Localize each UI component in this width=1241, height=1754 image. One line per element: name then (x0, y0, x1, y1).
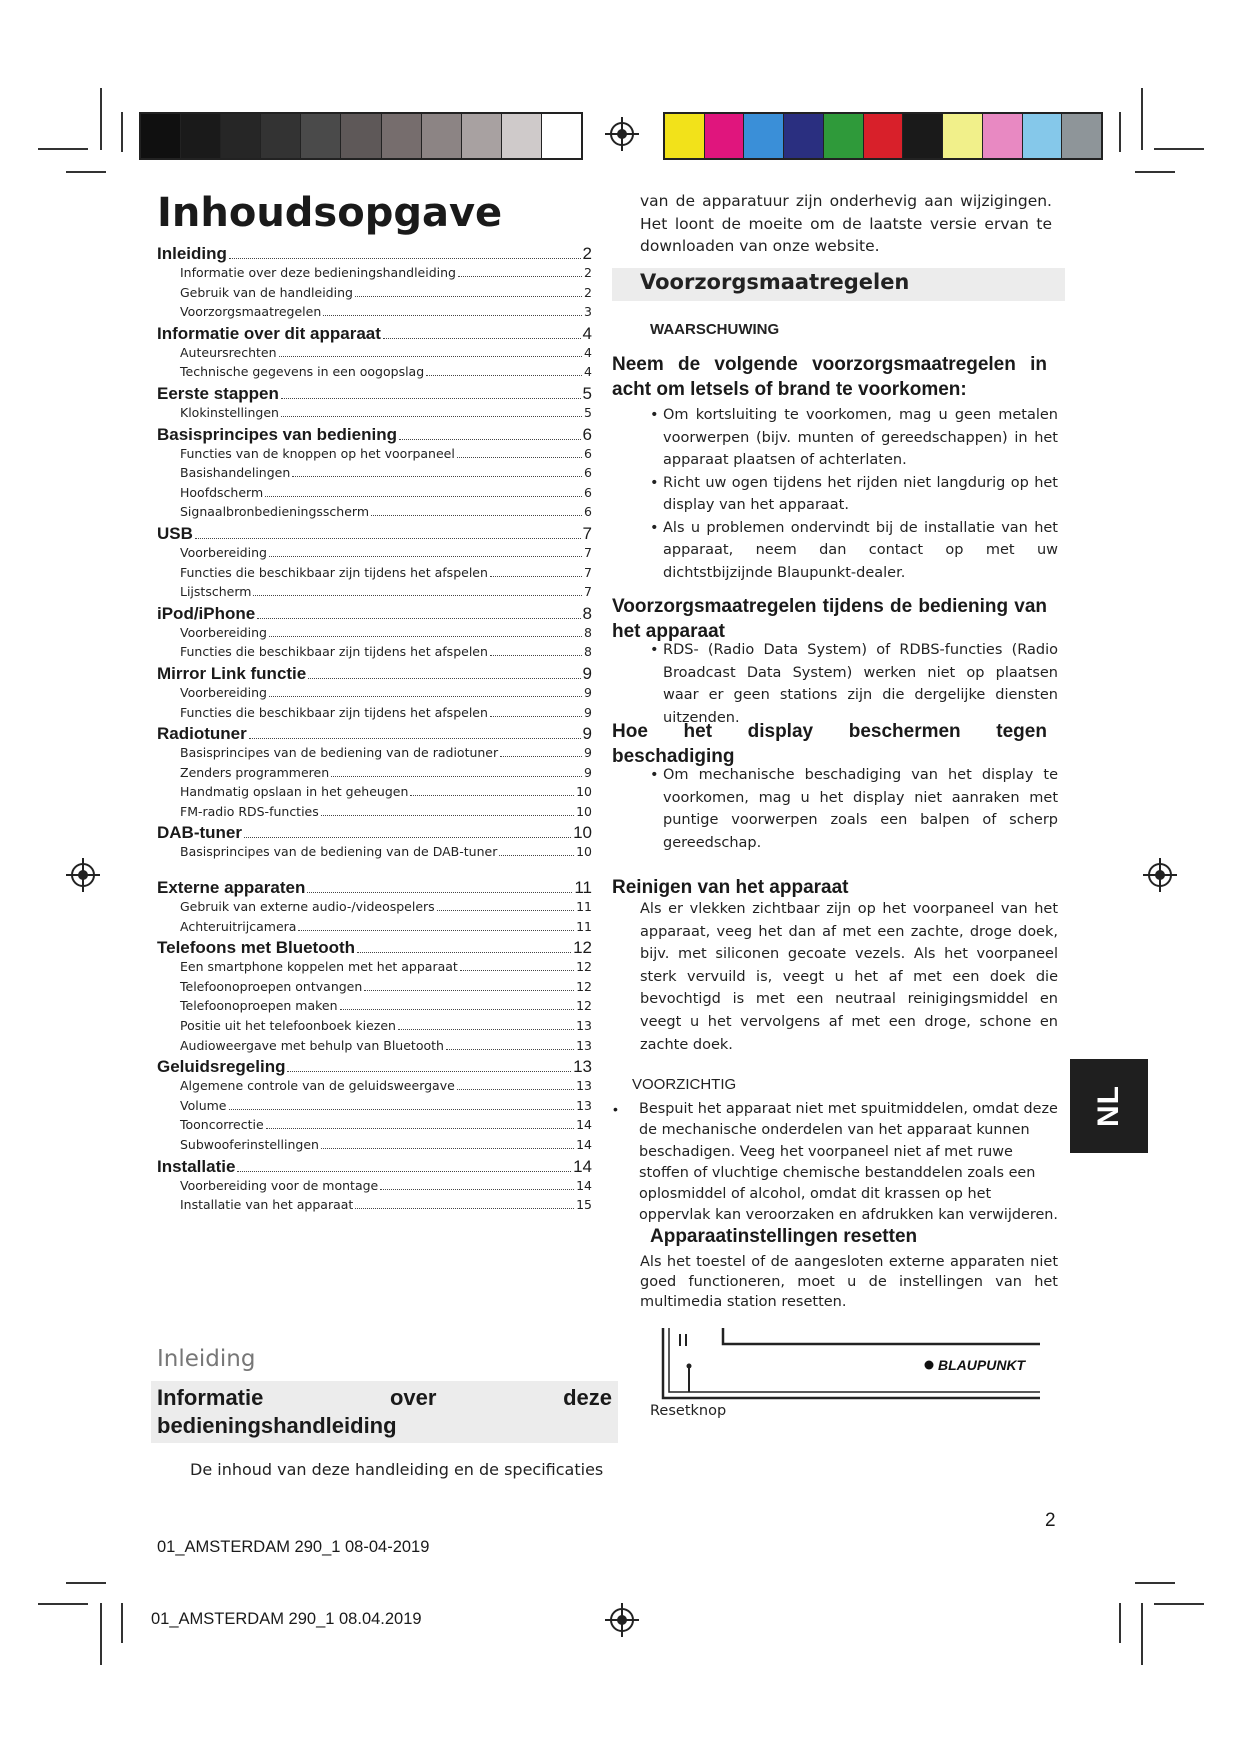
toc-entry-chapter[interactable] (157, 664, 592, 685)
toc-entry-label: Volume (180, 1097, 227, 1113)
toc-entry-section[interactable] (157, 1117, 592, 1137)
toc-leader-dots (321, 815, 574, 816)
toc-entry-page: 6 (582, 424, 592, 444)
registration-mark-icon (605, 1603, 639, 1637)
toc-leader-dots (195, 538, 581, 539)
toc-leader-dots (500, 756, 582, 757)
toc-entry-label: Signaalbronbedieningsscherm (180, 504, 370, 520)
toc-leader-dots (323, 315, 582, 316)
color-swatch (744, 114, 784, 158)
toc-entry-page: 10 (576, 803, 592, 819)
toc-entry-page: 2 (584, 284, 592, 300)
toc-leader-dots (340, 1009, 575, 1010)
toc-leader-dots (279, 356, 583, 357)
toc-entry-page: 10 (573, 823, 592, 843)
registration-mark-icon (1143, 858, 1177, 892)
toc-leader-dots (357, 952, 571, 953)
toc-entry-label: Installatie van het apparaat (180, 1197, 354, 1213)
toc-leader-dots (398, 1029, 574, 1030)
footer-file-label: 01_AMSTERDAM 290_1 08-04-2019 (157, 1538, 430, 1556)
operation-heading: Voorzorgsmaatregelen tijdens de bediening van het apparaat (612, 596, 1047, 642)
toc-entry-label: Auteursrechten (180, 344, 277, 360)
language-tab-label: NL (1092, 1085, 1125, 1127)
toc-entry-label: Functies die beschikbaar zijn tijdens het afspelen (180, 704, 488, 720)
toc-entry-label: Inleiding (157, 244, 227, 263)
intro-heading-word: deze (563, 1385, 612, 1410)
toc-leader-dots (269, 636, 582, 637)
toc-entry-label: Klokinstellingen (180, 404, 279, 420)
toc-entry-chapter[interactable] (157, 724, 592, 745)
toc-entry-section[interactable] (157, 1137, 592, 1157)
caution-bullet: • (613, 1101, 618, 1117)
toc-entry-page: 4 (584, 364, 592, 380)
toc-entry-label: DAB-tuner (157, 823, 242, 843)
toc-entry-label: Voorbereiding (180, 544, 267, 560)
toc-entry-page: 2 (582, 244, 592, 263)
toc-leader-dots (229, 1109, 575, 1110)
toc-entry-label: Informatie over deze bedieningshandleiding (180, 265, 456, 280)
toc-entry-section[interactable] (157, 584, 592, 604)
toc-leader-dots (281, 416, 582, 417)
color-swatch (943, 114, 983, 158)
intro-heading-word: Informatie (157, 1385, 264, 1410)
toc-entry-page: 5 (584, 404, 592, 420)
toc-entry-page: 9 (584, 704, 592, 720)
reset-paragraph: Als het toestel of de aangesloten externe apparaten niet goed functioneren, moet u de instellingen van het multimedia station resetten. (640, 1254, 1058, 1310)
warning-label: WAARSCHUWING (650, 321, 780, 338)
toc-entry-section[interactable] (157, 485, 592, 505)
gray-swatch (542, 114, 581, 158)
toc-entry-page: 6 (584, 445, 592, 461)
toc-entry-page: 11 (576, 918, 592, 934)
toc-entry-section[interactable] (157, 285, 592, 305)
toc-entry-section[interactable] (157, 1197, 592, 1217)
toc-entry-label: Functies die beschikbaar zijn tijdens het afspelen (180, 644, 488, 660)
language-tab (1070, 1059, 1148, 1153)
gray-swatch (462, 114, 502, 158)
display-heading-word: Hoe (612, 721, 648, 742)
toc-entry-page: 12 (576, 998, 592, 1014)
page-number: 2 (1045, 1510, 1056, 1531)
list-item: • Als u problemen ondervindt bij de installatie van het apparaat, neem dan contact op met uw dichtstbijzijnde Blaupunkt-dealer. (612, 517, 1058, 585)
gray-swatch (221, 114, 261, 158)
toc-entry-page: 8 (584, 624, 592, 640)
toc-entry-page: 13 (576, 1078, 592, 1094)
toc-entry-label: Radiotuner (157, 724, 247, 744)
toc-entry-chapter[interactable] (157, 1057, 592, 1078)
toc-entry-label: Subwooferinstellingen (180, 1137, 319, 1152)
toc-entry-section[interactable] (157, 565, 592, 585)
toc-entry-section[interactable] (157, 919, 592, 939)
toc-entry-section[interactable] (157, 899, 592, 919)
toc-entry-chapter[interactable] (157, 524, 592, 545)
toc-entry-page: 6 (584, 504, 592, 520)
toc-entry-label: Hoofdscherm (180, 484, 264, 500)
registration-mark-icon (66, 858, 100, 892)
toc-entry-chapter[interactable] (157, 878, 592, 899)
toc-entry-label: Achteruitrijcamera (180, 918, 297, 934)
toc-leader-dots (237, 1171, 571, 1172)
toc-entry-page: 12 (573, 938, 592, 958)
toc-entry-label: Functies van de knoppen op het voorpaneel (180, 445, 455, 461)
toc-entry-chapter[interactable] (157, 244, 592, 265)
toc-entry-page: 12 (576, 959, 592, 975)
toc-leader-dots (253, 595, 582, 596)
intro-heading-word: over (389, 1385, 437, 1410)
caution-paragraph: Bespuit het apparaat niet met spuitmiddelen, omdat deze de mechanische onderdelen van het apparaat kunnen beschadigen. Veeg het voorpaneel niet af met ruwe stoffen of vluchtige chemische bestanddelen zoals een oplosmiddel of alcohol, omdat dit krassen op het oppervlak kan veroorzaken en afdrukken kan verwijderen. (639, 1101, 1059, 1224)
toc-entry-label: Externe apparaten (157, 878, 306, 898)
toc-entry-page: 7 (582, 523, 592, 543)
toc-entry-label: iPod/iPhone (157, 603, 256, 623)
toc-leader-dots (499, 855, 574, 856)
warning-list (612, 404, 1058, 584)
toc-leader-dots (265, 496, 582, 497)
toc-entry-page: 14 (576, 1117, 592, 1133)
toc-entry-section[interactable] (157, 625, 592, 645)
gray-swatch (181, 114, 221, 158)
display-heading-word: het (683, 721, 713, 742)
toc-entry-section[interactable] (157, 1038, 592, 1058)
toc-leader-dots (355, 1208, 574, 1209)
toc-entry-chapter[interactable] (157, 425, 592, 446)
toc-entry-page: 14 (576, 1177, 592, 1193)
display-heading-word: beschermen (848, 721, 961, 742)
toc-leader-dots (266, 1128, 574, 1129)
toc-leader-dots (281, 398, 581, 399)
toc-entry-page: 5 (582, 383, 592, 403)
toc-leader-dots (380, 1189, 574, 1190)
toc-entry-page: 4 (584, 344, 592, 360)
toc-entry-label: Voorbereiding (180, 624, 267, 640)
toc-leader-dots (399, 439, 581, 440)
toc-entry-chapter[interactable] (157, 604, 592, 625)
color-swatch (665, 114, 705, 158)
toc-entry-section[interactable] (157, 979, 592, 999)
toc-entry-section[interactable] (157, 685, 592, 705)
gray-swatch (301, 114, 341, 158)
toc-entry-label: Gebruik van externe audio-/videospelers (180, 899, 435, 915)
toc-leader-dots (371, 515, 582, 516)
toc-entry-chapter[interactable] (157, 1157, 592, 1178)
toc-entry-section[interactable] (157, 644, 592, 664)
cleaning-heading: Reinigen van het apparaat (612, 877, 849, 898)
toc-entry-section[interactable] (157, 545, 592, 565)
warning-heading: Neem de volgende voorzorgsmaatregelen in acht om letsels of brand te voorkomen: (612, 354, 1047, 400)
gray-swatch (502, 114, 542, 158)
continuation-paragraph: van de apparatuur zijn onderhevig aan wijzigingen. Het loont de moeite om de laatste versie ervan te downloaden van onze website. (640, 192, 1052, 255)
toc-leader-dots (287, 1071, 571, 1072)
toc-entry-page: 7 (584, 584, 592, 600)
gray-swatch (382, 114, 422, 158)
toc-entry-section[interactable] (157, 405, 592, 425)
operation-list (612, 639, 1058, 729)
gray-swatch (422, 114, 462, 158)
toc-entry-chapter[interactable] (157, 384, 592, 405)
toc-entry-page: 15 (576, 1197, 592, 1213)
toc-entry-label: Mirror Link functie (157, 663, 307, 683)
color-swatch (903, 114, 943, 158)
toc-entry-label: Positie uit het telefoonboek kiezen (180, 1018, 396, 1034)
toc-entry-section[interactable] (157, 304, 592, 324)
toc-entry-label: Lijstscherm (180, 584, 252, 600)
toc-leader-dots (383, 338, 581, 339)
color-calibration-bar (663, 112, 1103, 160)
toc-entry-section[interactable] (157, 446, 592, 466)
toc-entry-section[interactable] (157, 804, 592, 824)
display-list (612, 764, 1058, 854)
toc-entry-section[interactable] (157, 364, 592, 384)
intro-heading-line2: bedieningshandleiding (157, 1413, 397, 1438)
gray-swatch (261, 114, 301, 158)
toc-leader-dots (410, 795, 574, 796)
toc-entry-page: 13 (576, 1018, 592, 1034)
table-of-contents (157, 244, 592, 1217)
color-swatch (864, 114, 904, 158)
toc-leader-dots (446, 1049, 574, 1050)
toc-entry-label: Telefoons met Bluetooth (157, 938, 356, 958)
toc-entry-chapter[interactable] (157, 938, 592, 959)
toc-entry-page: 11 (574, 878, 592, 898)
display-heading (612, 719, 1047, 769)
color-swatch (1062, 114, 1101, 158)
toc-entry-page: 9 (584, 745, 592, 761)
color-swatch (1023, 114, 1063, 158)
color-swatch (983, 114, 1023, 158)
toc-entry-label: Algemene controle van de geluidsweergave (180, 1078, 455, 1094)
toc-leader-dots (298, 930, 574, 931)
toc-entry-label: Basishandelingen (180, 465, 291, 481)
intro-heading (151, 1381, 618, 1443)
toc-entry-page: 13 (576, 1097, 592, 1113)
toc-entry-section[interactable] (157, 265, 592, 285)
toc-entry-section[interactable] (157, 504, 592, 524)
registration-mark-icon (605, 117, 639, 151)
gray-swatch (341, 114, 381, 158)
toc-title: Inhoudsopgave (157, 190, 503, 236)
intro-section-label: Inleiding (157, 1346, 256, 1372)
toc-leader-dots (308, 678, 580, 679)
toc-leader-dots (426, 375, 582, 376)
toc-entry-page: 13 (573, 1057, 592, 1077)
toc-entry-section[interactable] (157, 345, 592, 365)
toc-entry-page: 9 (582, 663, 592, 683)
toc-entry-page: 6 (584, 465, 592, 481)
toc-entry-label: Audioweergave met behulp van Bluetooth (180, 1037, 444, 1053)
toc-entry-label: Geluidsregeling (157, 1057, 286, 1077)
toc-entry-label: Voorzorgsmaatregelen (180, 304, 322, 320)
toc-entry-label: Technische gegevens in een oogopslag (180, 364, 425, 380)
toc-entry-label: Telefoonoproepen maken (180, 998, 338, 1014)
toc-entry-label: Handmatig opslaan in het geheugen (180, 784, 409, 800)
toc-entry-section[interactable] (157, 765, 592, 785)
toc-entry-page: 7 (584, 564, 592, 580)
toc-entry-label: FM-radio RDS-functies (180, 803, 319, 819)
toc-leader-dots (460, 970, 574, 971)
device-reset-illustration (655, 1326, 1045, 1401)
toc-leader-dots (292, 476, 582, 477)
toc-spacer (157, 864, 592, 878)
toc-leader-dots (244, 837, 571, 838)
toc-entry-page: 10 (576, 844, 592, 860)
color-swatch (705, 114, 745, 158)
display-heading-line2: beschadiging (612, 746, 735, 767)
toc-entry-section[interactable] (157, 465, 592, 485)
display-heading-word: display (747, 721, 814, 742)
reset-caption: Resetknop (650, 1403, 727, 1419)
toc-entry-section[interactable] (157, 959, 592, 979)
toc-leader-dots (257, 618, 580, 619)
caution-label: VOORZICHTIG (632, 1076, 737, 1093)
toc-leader-dots (490, 716, 582, 717)
toc-leader-dots (458, 276, 582, 277)
toc-entry-section[interactable] (157, 1018, 592, 1038)
toc-entry-section[interactable] (157, 1178, 592, 1198)
toc-entry-section[interactable] (157, 784, 592, 804)
toc-entry-page: 14 (573, 1156, 592, 1176)
color-swatch (784, 114, 824, 158)
toc-entry-label: Gebruik van de handleiding (180, 284, 353, 300)
toc-entry-page: 9 (584, 684, 592, 700)
toc-entry-section[interactable] (157, 705, 592, 725)
toc-entry-page: 11 (576, 899, 592, 915)
toc-entry-section[interactable] (157, 1078, 592, 1098)
toc-leader-dots (355, 296, 582, 297)
toc-entry-section[interactable] (157, 745, 592, 765)
list-item: • Om kortsluiting te voorkomen, mag u geen metalen voorwerpen (bijv. munten of gereedschappen) in het apparaat plaatsen of achterlaten. (612, 404, 1058, 472)
toc-entry-section[interactable] (157, 844, 592, 864)
toc-entry-page: 8 (582, 603, 592, 623)
toc-entry-label: Functies die beschikbaar zijn tijdens het afspelen (180, 564, 488, 580)
intro-paragraph: De inhoud van deze handleiding en de specificaties (190, 1460, 604, 1479)
grayscale-calibration-bar (139, 112, 583, 160)
toc-entry-label: Voorbereiding voor de montage (180, 1177, 379, 1193)
cleaning-paragraph: Als er vlekken zichtbaar zijn op het voorpaneel van het apparaat, veeg het dan af met een zachte, droge doek, bijv. met siliconen gecoate vezels. Als het voorpaneel sterk vervuild is, veegt u het af met een doek die bevochtigd is met een neutraal reinigingsmiddel en veegt u het vervolgens af met een droge, schone en zachte doek. (640, 901, 1058, 1053)
toc-entry-page: 10 (576, 784, 592, 800)
toc-leader-dots (490, 576, 582, 577)
toc-leader-dots (437, 910, 574, 911)
toc-leader-dots (331, 776, 582, 777)
toc-entry-page: 3 (584, 304, 592, 320)
toc-entry-label: Een smartphone koppelen met het apparaat (180, 959, 458, 975)
brand-logo: BLAUPUNKT (938, 1357, 1026, 1373)
toc-entry-label: Voorbereiding (180, 684, 267, 700)
toc-entry-section[interactable] (157, 1098, 592, 1118)
toc-entry-page: 9 (584, 764, 592, 780)
toc-entry-page: 6 (584, 484, 592, 500)
toc-entry-page: 2 (584, 265, 592, 280)
toc-leader-dots (364, 990, 574, 991)
color-swatch (824, 114, 864, 158)
toc-entry-label: Installatie (157, 1156, 236, 1176)
toc-leader-dots (269, 556, 582, 557)
toc-entry-page: 4 (582, 323, 592, 343)
toc-entry-label: Basisprincipes van de bediening van de DAB-tuner (180, 844, 498, 860)
toc-entry-label: Basisprincipes van de bediening van de radiotuner (180, 745, 499, 761)
toc-leader-dots (321, 1148, 574, 1149)
reset-heading: Apparaatinstellingen resetten (650, 1226, 918, 1247)
toc-entry-chapter[interactable] (157, 823, 592, 844)
toc-entry-label: Informatie over dit apparaat (157, 323, 381, 343)
toc-entry-page: 7 (584, 544, 592, 560)
toc-leader-dots (269, 696, 582, 697)
toc-entry-page: 14 (576, 1137, 592, 1152)
list-item: • RDS- (Radio Data System) of RDBS-functies (Radio Broadcast Data System) werken niet op plaatsen waar er geen stations zijn die dergelijke diensten uitzenden. (612, 639, 1058, 729)
list-item: • Om mechanische beschadiging van het display te voorkomen, mag u het display niet aanraken met puntige voorwerpen zoals een balpen of scherp gereedschap. (612, 764, 1058, 854)
toc-leader-dots (307, 892, 572, 893)
toc-entry-section[interactable] (157, 998, 592, 1018)
toc-entry-label: Telefoonoproepen ontvangen (180, 978, 363, 994)
toc-entry-label: USB (157, 523, 193, 543)
toc-leader-dots (457, 1089, 574, 1090)
toc-entry-chapter[interactable] (157, 324, 592, 345)
toc-leader-dots (229, 258, 581, 259)
footer-file-label-bottom: 01_AMSTERDAM 290_1 08.04.2019 (151, 1610, 422, 1628)
toc-leader-dots (249, 738, 581, 739)
toc-leader-dots (490, 655, 582, 656)
toc-entry-page: 8 (584, 644, 592, 660)
toc-entry-page: 12 (576, 978, 592, 994)
toc-entry-label: Tooncorrectie (180, 1117, 264, 1133)
precautions-heading: Voorzorgsmaatregelen (612, 268, 1065, 301)
toc-entry-label: Basisprincipes van bediening (157, 424, 397, 444)
gray-swatch (141, 114, 181, 158)
toc-leader-dots (457, 457, 582, 458)
toc-entry-page: 13 (576, 1037, 592, 1053)
toc-entry-label: Zenders programmeren (180, 764, 330, 780)
list-item: • Richt uw ogen tijdens het rijden niet langdurig op het display van het apparaat. (612, 472, 1058, 517)
display-heading-word: tegen (996, 721, 1047, 742)
toc-entry-page: 9 (582, 724, 592, 744)
toc-entry-label: Eerste stappen (157, 383, 279, 403)
